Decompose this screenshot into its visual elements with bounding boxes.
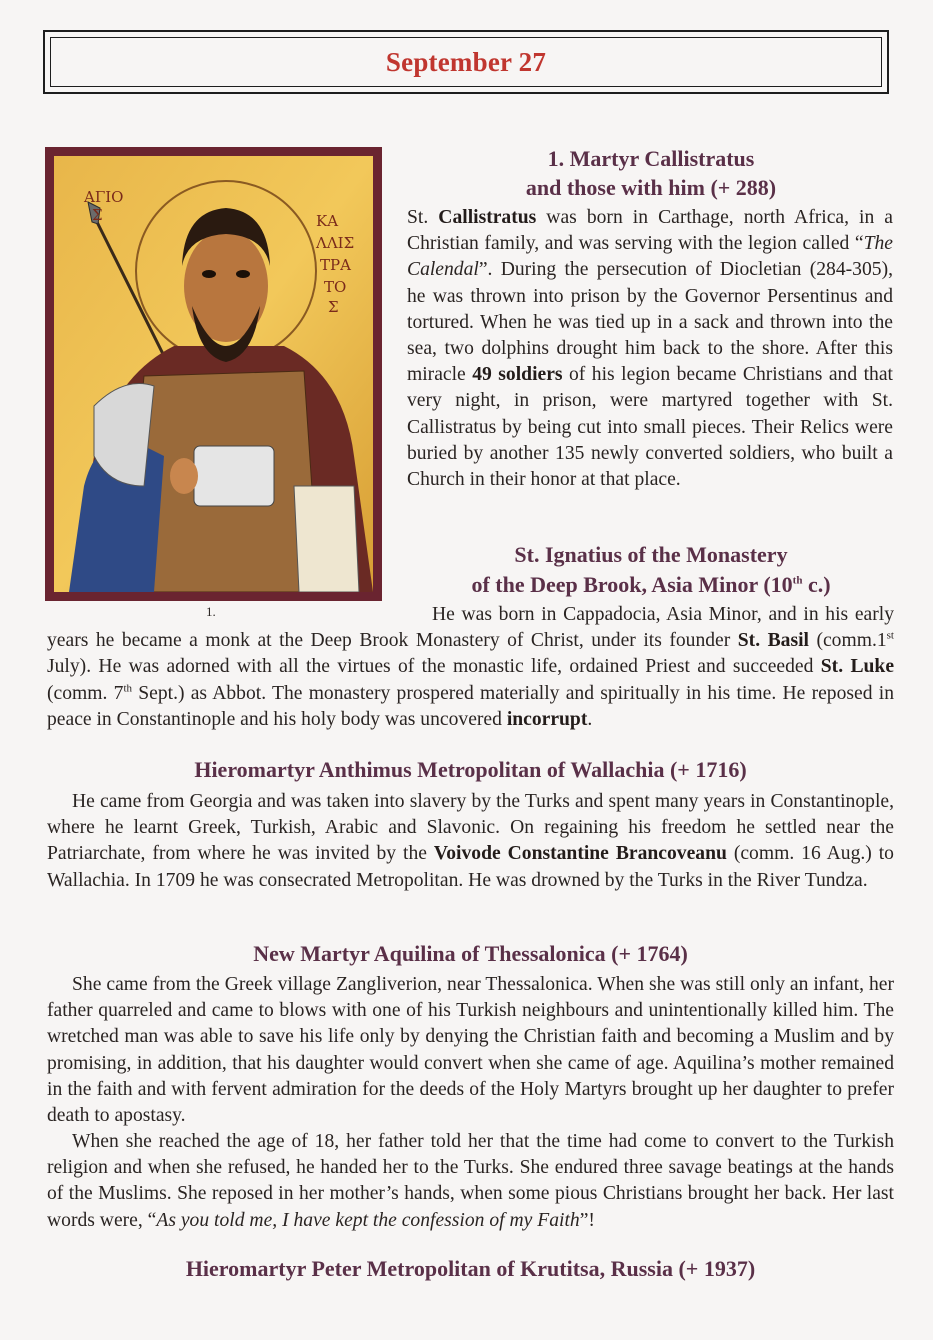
bold-run: St. Luke	[820, 656, 895, 678]
icon-caption: 1.	[206, 604, 216, 619]
text-run: He came from Georgia and was taken into slavery by the Turks and spent many years in Constantinople, where he learnt Greek, Turkish, Arabic and Slavonic. On regaining his freedom he settled near the Patriarchate, from where he was invited by the	[47, 791, 894, 865]
text-run: (comm.1	[808, 630, 887, 652]
bold-run: Callistratus	[438, 207, 537, 228]
text-run: (comm. 16 Aug.) to Wallachia. In 1709 he was consecrated Metropolitan. He was drowned by the Turks in the River Tundza.	[47, 843, 894, 891]
section-2-title-line-2	[408, 570, 894, 600]
text-run: (comm. 7	[47, 682, 124, 704]
icon-painting-frame	[45, 147, 382, 601]
title-run: of the Deep Brook, Asia Minor (10	[471, 572, 793, 597]
left-eye	[202, 270, 216, 278]
right-eye	[236, 270, 250, 278]
text-run: ”. During the persecution of Diocletian (284-305), he was thrown into prison by the Governor Persentinus and tortured. When he was tied up in a sack and thrown into the sea, two dolphins drought him back to the shore. After this miracle	[407, 259, 893, 386]
inscription-left-2: Σ	[92, 206, 103, 224]
inscription-right-1: ΚΑ	[316, 212, 339, 230]
hand	[170, 458, 198, 494]
book	[294, 486, 359, 592]
section-5-title: Hieromartyr Peter Metropolitan of Krutitsa, Russia (+ 1937)	[185, 1256, 756, 1281]
text-run: .	[587, 708, 593, 730]
section-1-title-line-2: and those with him (+ 288)	[525, 175, 777, 200]
inscription-right-2: ΛΛΙΣ	[316, 234, 355, 252]
text-run: ”!	[579, 1209, 595, 1231]
italic-run: As you told me, I have kept the confession of my Faith	[156, 1209, 580, 1231]
inscription-right-4: ΤΟ	[324, 278, 347, 296]
saint-icon-image	[54, 156, 373, 592]
date-header-inner	[50, 37, 882, 87]
belt-plate	[194, 446, 274, 506]
section-1-title	[408, 144, 894, 202]
section-2-title-line-1: St. Ignatius of the Monastery	[514, 542, 788, 567]
section-2-body	[47, 602, 894, 733]
section-4-title: New Martyr Aquilina of Thessalonica (+ 1764)	[253, 941, 688, 966]
inscription-right-5: Σ	[328, 298, 339, 316]
sup-run: th	[123, 682, 132, 695]
text-run: was born in Carthage, north Africa, in a Christian family, and was serving with the legion called “	[407, 207, 894, 255]
text-run: When she reached the age of 18, her father told her that the time had come to convert to the Turkish religion and when she refused, he handed her to the Turks. She endured three savage beatings at the hands of the Muslims. She reposed in her mother’s hands, when some pious Christians brought her back. Her last words were, “	[47, 1131, 894, 1231]
section-3-body	[47, 789, 894, 894]
section-2-title	[408, 540, 894, 600]
page-date: September 27	[385, 46, 547, 77]
bold-run: St. Basil	[737, 630, 809, 652]
text-run: of his legion became Christians and that very night, in prison, were martyred together with St. Callistratus by being cut into small pieces. Their Relics were buried by another 135 newly converted soldiers, who built a Church in their honor at that place.	[407, 364, 893, 491]
inscription-left-1: ΑΓΙΟ	[84, 188, 124, 206]
section-3-title: Hieromartyr Anthimus Metropolitan of Wallachia (+ 1716)	[194, 757, 747, 782]
italic-run: The Calendal	[407, 233, 893, 281]
bold-run: Voivode Constantine Brancoveanu	[433, 843, 727, 865]
title-run: c.)	[802, 572, 831, 597]
text-run: Sept.) as Abbot. The monastery prospered materially and spiritually in his time. He reposed in peace in Constantinople and his holy body was uncovered	[47, 682, 894, 730]
text-run: He was born in Cappadocia, Asia Minor, and in his early years he became a monk at the Deep Brook Monastery of Christ, under its founder	[47, 604, 894, 652]
section-4-body-para-1: She came from the Greek village Zangliverion, near Thessalonica. When she was still only an infant, her father quarreled and came to blows with one of his Turkish neighbours and unintentionally killed him. The wretched man was able to save his life only by denying the Christian faith and becoming a Muslim and by promising, in addition, that his daughter would convert when she came of age. Aquilina’s mother remained in the faith and with fervent admiration for the deeds of the Holy Martyrs brought up her daughter to prefer death to apostasy.	[47, 974, 894, 1127]
date-header-frame	[43, 30, 889, 94]
bold-run: incorrupt	[506, 708, 588, 730]
section-4-body-para-2	[47, 1129, 894, 1234]
section-1-body	[407, 205, 893, 493]
title-sup: th	[792, 574, 803, 587]
bold-run: 49 soldiers	[472, 364, 563, 386]
text-run: St.	[407, 207, 439, 228]
sup-run: st	[886, 629, 894, 642]
section-1-title-line-1: 1. Martyr Callistratus	[547, 146, 755, 171]
text-run: July). He was adorned with all the virtues of the monastic life, ordained Priest and succeeded	[47, 656, 821, 678]
inscription-right-3: ΤΡΑ	[320, 256, 351, 274]
